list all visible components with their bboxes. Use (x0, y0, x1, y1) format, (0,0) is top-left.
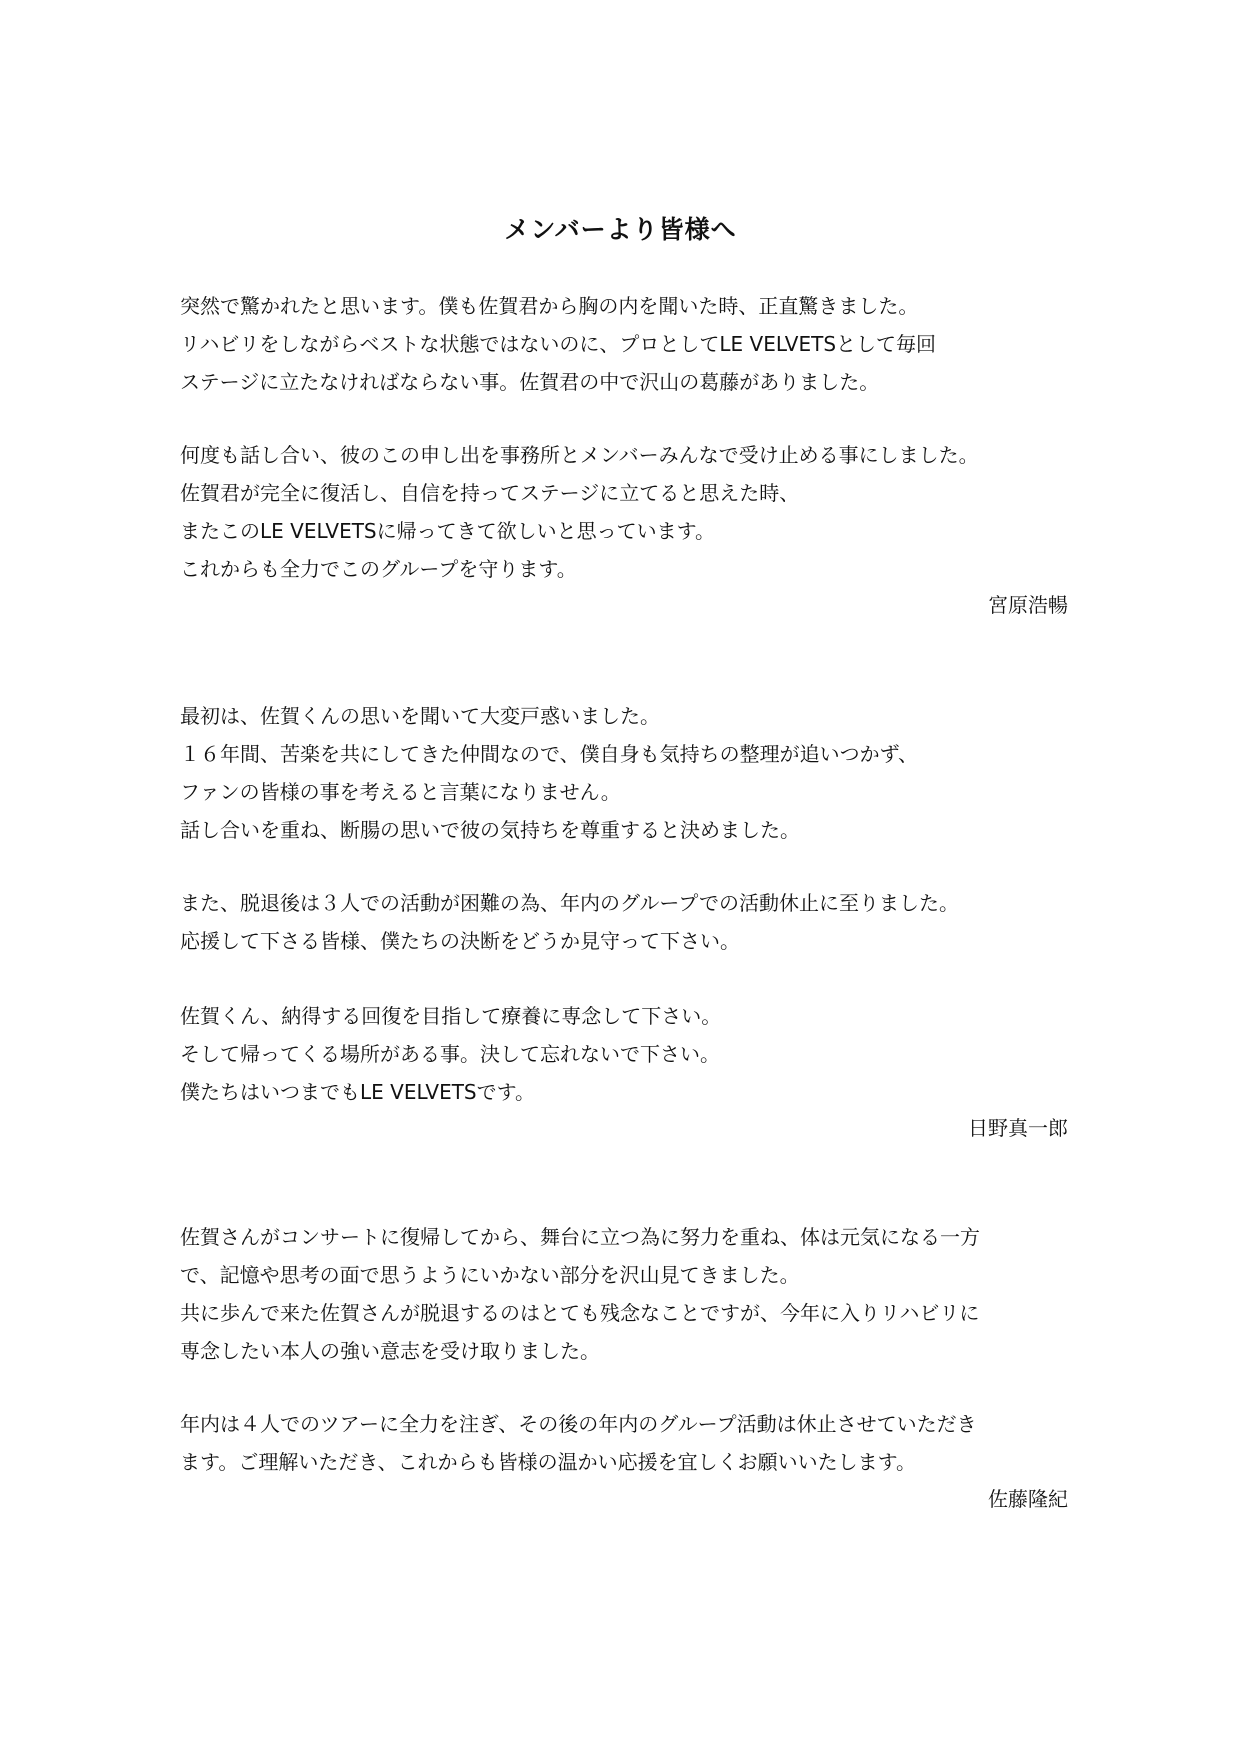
text-line: 専念したい本人の強い意志を受け取りました。 (180, 1339, 600, 1363)
signature-3: 佐藤隆紀 (988, 1487, 1068, 1511)
text-line: リハビリをしながらベストな状態ではないのに、プロとしてLE VELVETSとして毎回 (180, 332, 937, 356)
text-line: 応援して下さる皆様、僕たちの決断をどうか見守って下さい。 (180, 929, 740, 953)
message-1-paragraph-2 (180, 436, 1080, 588)
text-line: 何度も話し合い、彼のこの申し出を事務所とメンバーみんなで受け止める事にしました。 (180, 443, 979, 467)
text-line: 話し合いを重ね、断腸の思いで彼の気持ちを尊重すると決めました。 (180, 818, 800, 842)
message-2-paragraph-1 (180, 697, 1080, 849)
text-line: 共に歩んで来た佐賀さんが脱退するのはとても残念なことですが、今年に入りリハビリに (180, 1301, 980, 1325)
text-line: 佐賀さんがコンサートに復帰してから、舞台に立つ為に努力を重ね、体は元気になる一方 (180, 1225, 980, 1249)
text-line: またこのLE VELVETSに帰ってきて欲しいと思っています。 (180, 519, 716, 543)
signature-2: 日野真一郎 (968, 1116, 1068, 1140)
message-3-paragraph-1 (180, 1218, 1080, 1370)
signature-1: 宮原浩暢 (988, 593, 1068, 617)
text-line: 佐賀君が完全に復活し、自信を持ってステージに立てると思えた時、 (180, 481, 800, 505)
text-line: 佐賀くん、納得する回復を目指して療養に専念して下さい。 (180, 1004, 722, 1028)
message-1-paragraph-1 (180, 287, 1080, 401)
text-line: 僕たちはいつまでもLE VELVETSです。 (180, 1080, 536, 1104)
text-line: また、脱退後は３人での活動が困難の為、年内のグループでの活動休止に至りました。 (180, 891, 959, 915)
page-title: メンバーより皆様へ (504, 215, 737, 244)
text-line: で、記憶や思考の面で思うようにいかない部分を沢山見てきました。 (180, 1263, 800, 1287)
text-line: これからも全力でこのグループを守ります。 (180, 557, 577, 581)
message-3-paragraph-2 (180, 1405, 1080, 1481)
text-line: ファンの皆様の事を考えると言葉になりません。 (180, 780, 621, 804)
text-line: 最初は、佐賀くんの思いを聞いて大変戸惑いました。 (180, 704, 660, 728)
message-2-paragraph-2 (180, 884, 1080, 960)
text-line: ます。ご理解いただき、これからも皆様の温かい応援を宜しくお願いいたします。 (180, 1450, 916, 1474)
text-line: ステージに立たなければならない事。佐賀君の中で沢山の葛藤がありました。 (180, 370, 880, 394)
text-line: 突然で驚かれたと思います。僕も佐賀君から胸の内を聞いた時、正直驚きました。 (180, 294, 919, 318)
message-2-paragraph-3 (180, 997, 1080, 1111)
text-line: １６年間、苦楽を共にしてきた仲間なので、僕自身も気持ちの整理が追いつかず、 (180, 742, 918, 766)
text-line: 年内は４人でのツアーに全力を注ぎ、その後の年内のグループ活動は休止させていただき (180, 1412, 977, 1436)
text-line: そして帰ってくる場所がある事。決して忘れないで下さい。 (180, 1042, 720, 1066)
